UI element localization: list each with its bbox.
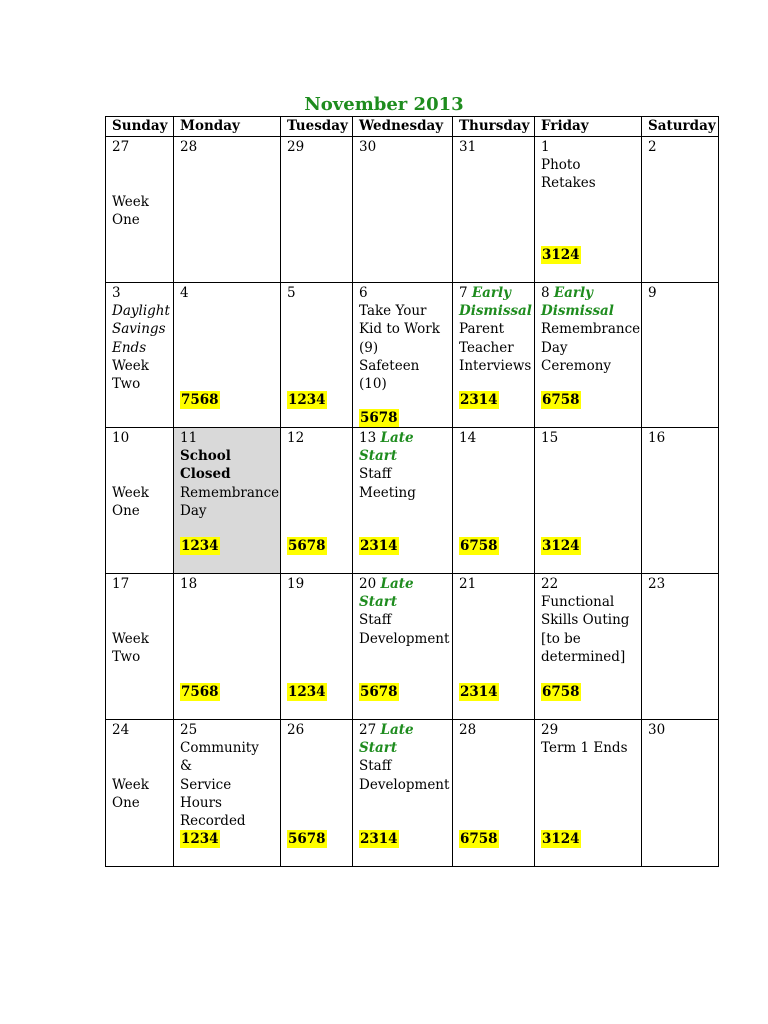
school-closed-label: Closed (180, 466, 231, 483)
event-text: Ends (112, 339, 147, 356)
day-cell (453, 720, 535, 867)
event-text: (9) (359, 339, 379, 356)
late-start-label: Late (380, 722, 414, 738)
code-highlight: 6758 (542, 392, 580, 408)
code-highlight: 2314 (460, 684, 498, 700)
date-number: 2 (648, 139, 657, 155)
day-cell (535, 137, 642, 283)
day-cell (106, 720, 174, 867)
event-text: Take Your (359, 303, 427, 320)
event-text: Ceremony (541, 357, 612, 374)
event-text: Staff Meeting (359, 466, 416, 501)
week-label: Week (112, 357, 149, 374)
day-cell (353, 283, 453, 428)
date-number: 8 (541, 285, 550, 301)
cell-line (112, 739, 167, 757)
week-label: Two (112, 376, 141, 393)
date-number: 1 (541, 139, 550, 155)
day-cell (453, 428, 535, 574)
code-highlight: 6758 (460, 538, 498, 554)
late-start-label: Late (380, 576, 414, 592)
date-number: 29 (287, 139, 305, 155)
header-thursday: Thursday (453, 117, 535, 137)
late-start-label: Start (359, 740, 398, 757)
day-cell (106, 137, 174, 283)
event-text: Term 1 Ends (541, 740, 628, 757)
code-highlight: 6758 (460, 831, 498, 847)
date-number: 16 (648, 430, 666, 446)
event-text: Parent (459, 321, 505, 338)
date-number: 24 (112, 722, 130, 738)
late-start-label: Start (359, 448, 398, 465)
date-number: 14 (459, 430, 477, 446)
event-text: Day (180, 502, 207, 519)
header-tuesday: Tuesday (281, 117, 353, 137)
code-highlight: 7568 (181, 392, 219, 408)
date-number: 21 (459, 576, 477, 592)
date-number: 9 (648, 285, 657, 301)
day-cell (453, 283, 535, 428)
early-dismissal-label: Dismissal (541, 303, 614, 320)
cell-line (112, 611, 167, 629)
day-cell (642, 283, 719, 428)
day-cell (106, 283, 174, 428)
late-start-label: Late (380, 430, 414, 446)
date-number: 30 (359, 139, 377, 155)
date-number: 10 (112, 430, 130, 446)
date-number: 4 (180, 285, 189, 301)
day-cell (281, 720, 353, 867)
event-text: Photo Retakes (541, 157, 596, 192)
day-cell (453, 574, 535, 720)
event-text: Remembrance (180, 484, 280, 501)
code-highlight: 3124 (542, 831, 580, 847)
event-text: [to be (541, 630, 581, 647)
code-highlight: 5678 (288, 538, 326, 554)
event-text: (10) (359, 376, 387, 393)
event-text: Development (359, 630, 450, 647)
week-row (106, 137, 719, 283)
event-text: Service Hours (180, 776, 232, 811)
event-text: Development (359, 776, 450, 793)
date-number: 20 (359, 576, 377, 592)
day-cell (642, 137, 719, 283)
day-cell (281, 137, 353, 283)
day-cell (106, 428, 174, 574)
header-monday: Monday (174, 117, 281, 137)
date-number: 3 (112, 285, 121, 301)
date-number: 12 (287, 430, 305, 446)
code-highlight: 5678 (288, 831, 326, 847)
cell-line (112, 156, 167, 174)
code-highlight: 5678 (360, 410, 398, 426)
code-highlight: 1234 (288, 392, 326, 408)
event-text: Safeteen (359, 357, 420, 374)
day-cell (353, 720, 453, 867)
event-text: Kid to Work (359, 321, 440, 338)
week-label: One (112, 211, 140, 228)
school-closed-label: School (180, 448, 231, 465)
day-cell (642, 574, 719, 720)
event-text: Teacher (459, 339, 514, 356)
date-number: 5 (287, 285, 296, 301)
day-cell (642, 720, 719, 867)
event-text: Remembrance (541, 321, 641, 338)
code-highlight: 2314 (360, 538, 398, 554)
day-cell (535, 574, 642, 720)
date-number: 23 (648, 576, 666, 592)
day-cell (453, 137, 535, 283)
week-label: Week (112, 630, 149, 647)
date-number: 29 (541, 722, 559, 738)
weekday-header-row (106, 117, 719, 137)
day-cell (281, 283, 353, 428)
week-label: Two (112, 648, 141, 665)
event-text: Savings (112, 321, 166, 338)
code-highlight: 7568 (181, 684, 219, 700)
date-number: 17 (112, 576, 130, 592)
event-text: Staff (359, 758, 392, 775)
date-number: 7 (459, 285, 468, 301)
early-dismissal-label: Early (553, 285, 594, 301)
day-cell (353, 574, 453, 720)
day-cell (281, 574, 353, 720)
day-cell (353, 137, 453, 283)
event-text: Community & (180, 740, 259, 775)
date-number: 19 (287, 576, 305, 592)
event-text: determined] (541, 648, 626, 665)
date-number: 25 (180, 722, 198, 738)
early-dismissal-label: Early (471, 285, 512, 301)
header-wednesday: Wednesday (353, 117, 453, 137)
day-cell (174, 137, 281, 283)
header-saturday: Saturday (642, 117, 719, 137)
day-cell (353, 428, 453, 574)
day-cell (535, 428, 642, 574)
date-number: 28 (459, 722, 477, 738)
code-highlight: 3124 (542, 538, 580, 554)
event-text: Skills Outing (541, 612, 630, 629)
code-highlight: 3124 (542, 247, 580, 263)
day-cell-closed (174, 428, 281, 574)
date-number: 30 (648, 722, 666, 738)
event-text: Interviews (459, 357, 532, 374)
date-number: 22 (541, 576, 559, 592)
header-friday: Friday (535, 117, 642, 137)
week-row (106, 428, 719, 574)
day-cell (174, 283, 281, 428)
date-number: 18 (180, 576, 198, 592)
code-highlight: 1234 (288, 684, 326, 700)
code-highlight: 2314 (360, 831, 398, 847)
date-number: 13 (359, 430, 377, 446)
week-row (106, 720, 719, 867)
event-text: Staff (359, 612, 392, 629)
day-cell (535, 283, 642, 428)
date-number: 15 (541, 430, 559, 446)
day-cell (106, 574, 174, 720)
week-label: Week (112, 193, 149, 210)
cell-line (112, 447, 167, 465)
event-text: Functional (541, 594, 615, 611)
date-number: 31 (459, 139, 477, 155)
date-number: 27 (359, 722, 377, 738)
week-row (106, 574, 719, 720)
code-highlight: 2314 (460, 392, 498, 408)
cell-line (112, 593, 167, 611)
event-text: Day (541, 339, 568, 356)
header-sunday: Sunday (106, 117, 174, 137)
date-number: 26 (287, 722, 305, 738)
code-highlight: 1234 (181, 831, 219, 847)
page-title: November 2013 (304, 94, 464, 115)
day-cell (174, 574, 281, 720)
code-highlight: 1234 (181, 538, 219, 554)
week-label: Week (112, 484, 149, 501)
date-number: 27 (112, 139, 130, 155)
event-text: Daylight (112, 303, 170, 320)
calendar-table (105, 116, 719, 867)
week-row (106, 283, 719, 428)
event-text: Recorded (180, 813, 246, 830)
day-cell (642, 428, 719, 574)
day-cell (281, 428, 353, 574)
cell-line (112, 174, 167, 192)
code-highlight: 5678 (360, 684, 398, 700)
date-number: 6 (359, 285, 368, 301)
late-start-label: Start (359, 594, 398, 611)
week-label: One (112, 502, 140, 519)
day-cell (174, 720, 281, 867)
code-highlight: 6758 (542, 684, 580, 700)
early-dismissal-label: Dismissal (459, 303, 532, 320)
cell-line (112, 757, 167, 775)
cell-line (112, 465, 167, 483)
week-label: One (112, 794, 140, 811)
date-number: 11 (180, 430, 198, 446)
week-label: Week (112, 776, 149, 793)
date-number: 28 (180, 139, 198, 155)
day-cell (535, 720, 642, 867)
